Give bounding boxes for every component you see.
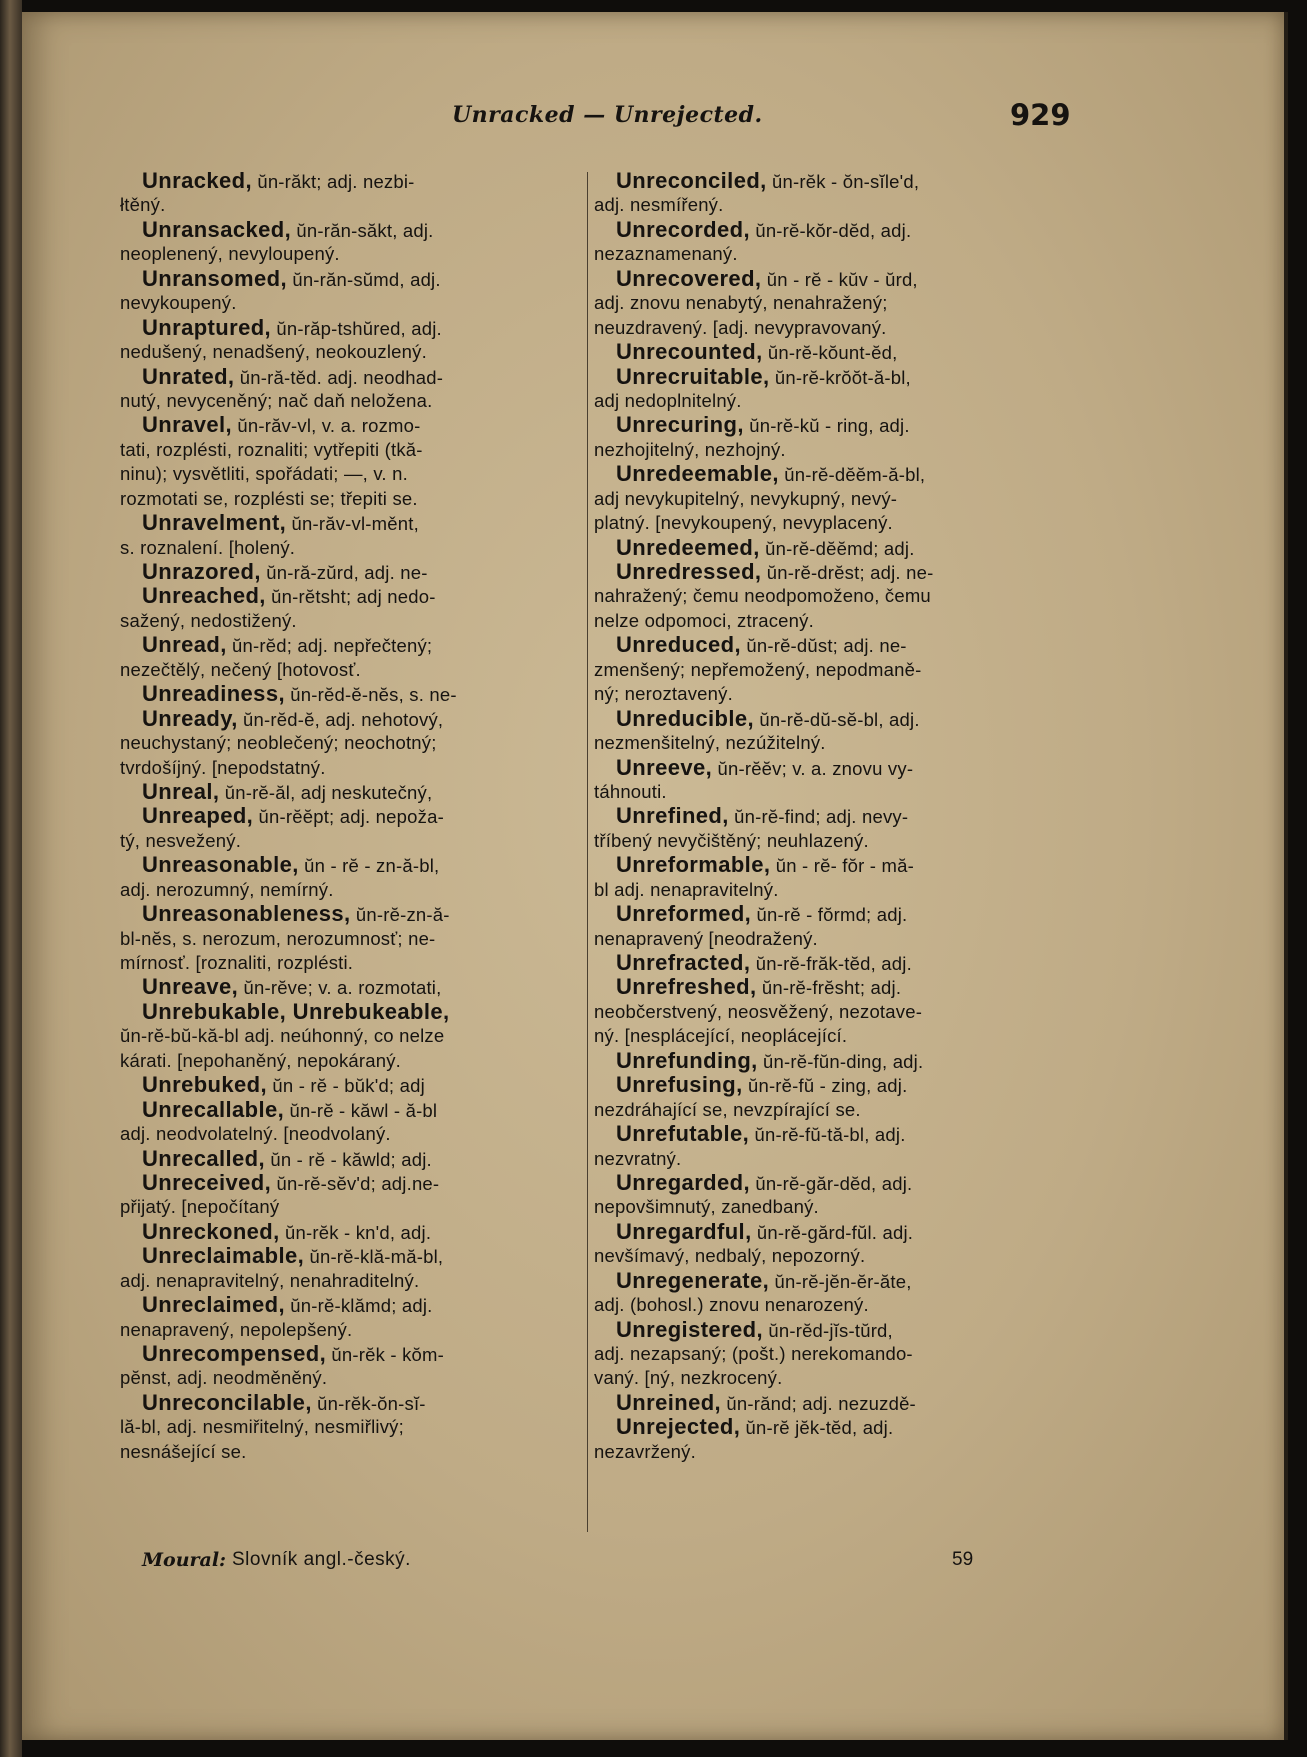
- entry-line: [594, 462, 1069, 486]
- entry-text: ŭn-rănd; adj. nezuzdě-: [721, 1392, 916, 1414]
- entry-continuation: [594, 1293, 1069, 1317]
- entry-text: ŭn-rĕve; v. a. rozmotati,: [238, 977, 442, 999]
- entry-text: adj. nezapsaný; (pošt.) nerekomando-: [594, 1343, 913, 1364]
- entry-line: [120, 1000, 590, 1024]
- entry-text: ŭn - rĕ - bŭk'd; adj: [267, 1075, 425, 1097]
- entry-continuation: [120, 951, 590, 975]
- entry-line: [120, 511, 590, 535]
- headword: Unregardful,: [616, 1218, 752, 1244]
- entry-continuation: [120, 658, 590, 682]
- entry-text: nezečtělý, nečený [hotovosť.: [120, 658, 361, 680]
- entry-text: ŭn-rĕ - kăwl - ă-bl: [284, 1099, 438, 1121]
- entry-text: ŭn-rĕ-frăk-tĕd, adj.: [750, 953, 912, 974]
- entry-continuation: [594, 316, 1069, 340]
- entry-line: [594, 756, 1069, 780]
- entry-line: [594, 1122, 1069, 1146]
- entry-text: ŭn-rĕ-sĕv'd; adj.ne-: [271, 1172, 440, 1194]
- entry-text: ŭn-rĕ-kŏunt-ĕd,: [762, 342, 898, 364]
- entry-continuation: [594, 829, 1069, 853]
- headword: Unregistered,: [616, 1316, 764, 1342]
- footer-author: Moural:: [142, 1549, 227, 1571]
- entry-continuation: [120, 878, 590, 902]
- headword: Unreal,: [142, 778, 220, 804]
- entry-text: neuchystaný; neoblečený; neochotný;: [120, 732, 437, 754]
- entry-text: ný; neroztavený.: [594, 683, 733, 705]
- entry-line: [120, 1098, 590, 1122]
- headword: Unredressed,: [616, 559, 762, 584]
- entry-line: [594, 340, 1069, 364]
- entry-continuation: [594, 731, 1069, 755]
- entry-continuation: [120, 927, 590, 951]
- entry-text: nezavržený.: [594, 1440, 696, 1462]
- entry-continuation: [594, 1342, 1069, 1366]
- headword: Unrecalled,: [142, 1145, 266, 1171]
- entry-line: [120, 1244, 590, 1268]
- left-column: [120, 169, 590, 1464]
- entry-continuation: [594, 1024, 1069, 1048]
- entry-line: [120, 633, 590, 657]
- headword: Unraptured,: [142, 314, 272, 340]
- entry-continuation: [594, 1098, 1069, 1122]
- running-title: Unracked — Unrejected.: [452, 102, 763, 128]
- headword: Unreducible,: [616, 705, 755, 731]
- entry-text: nezhojitelný, nezhojný.: [594, 438, 786, 460]
- entry-text: ninu); vysvětliti, spořádati; —, v. n.: [120, 463, 408, 485]
- entry-line: [120, 365, 590, 389]
- entry-continuation: [594, 487, 1069, 511]
- entry-text: pĕnst, adj. neodměněný.: [120, 1367, 328, 1389]
- entry-text: rozmotati se, rozplésti se; třepiti se.: [120, 487, 418, 509]
- entry-text: s. roznalení. [holený.: [120, 536, 296, 558]
- entry-text: ŭn-rĕk - kŏm-: [326, 1344, 445, 1365]
- entry-line: [120, 1073, 590, 1097]
- entry-text: ŭn-rĕk-ŏn-sĭ-: [311, 1392, 426, 1414]
- entry-line: [594, 975, 1069, 999]
- entry-line: [594, 169, 1069, 193]
- entry-continuation: [594, 438, 1069, 462]
- entry-text: tati, rozplésti, roznaliti; vytřepiti (tkă-: [120, 438, 423, 460]
- entry-line: [594, 853, 1069, 877]
- entry-continuation: [594, 682, 1069, 706]
- entry-continuation: [594, 1244, 1069, 1268]
- headword: Unransacked,: [142, 216, 292, 242]
- entry-text: nesnášející se.: [120, 1440, 247, 1462]
- entry-text: ŭn-rĕ-dĕĕm-ă-bl,: [778, 464, 926, 486]
- entry-continuation: [594, 927, 1069, 951]
- entry-line: [120, 267, 590, 291]
- entry-text: ŭn-rĕk - kn'd, adj.: [279, 1221, 432, 1243]
- entry-line: [594, 1391, 1069, 1415]
- entry-text: ŭn-răv-vl-měnt,: [286, 513, 419, 535]
- entry-text: ŭn-rĕd-ĕ, adj. nehotový,: [237, 708, 444, 730]
- headword: Unreceived,: [142, 1169, 272, 1195]
- page-header: [22, 98, 1284, 142]
- entry-text: neuzdravený. [adj. nevypravovaný.: [594, 316, 887, 338]
- entry-line: [120, 1147, 590, 1171]
- right-column: [594, 169, 1069, 1464]
- headword: Unrecorded,: [616, 216, 750, 242]
- entry-line: [120, 1171, 590, 1195]
- headword: Unready,: [142, 705, 238, 731]
- headword: Unregarded,: [616, 1169, 750, 1195]
- entry-continuation: [594, 878, 1069, 902]
- headword: Unrefusing,: [616, 1072, 743, 1098]
- entry-line: [120, 413, 590, 437]
- headword: Unreined,: [616, 1389, 722, 1415]
- entry-text: ŭn-rĕ-dŭst; adj. ne-: [741, 635, 907, 657]
- entry-text: adj. znovu nenabytý, nenahražený;: [594, 292, 888, 314]
- headword: Unreconciled,: [616, 168, 767, 193]
- entry-text: nenapravený [neodražený.: [594, 927, 818, 949]
- entry-text: ŭn-răv-vl, v. a. rozmo-: [232, 415, 421, 437]
- entry-text: ŭn-rĕ-klămd; adj.: [284, 1295, 433, 1317]
- entry-text: ŭn-ră-těd. adj. neodhad-: [234, 366, 444, 388]
- entry-line: [594, 1415, 1069, 1439]
- headword: Unreadiness,: [142, 681, 285, 707]
- entry-text: ŭn-rĕ - fŏrmd; adj.: [751, 904, 908, 926]
- entry-text: kárati. [nepohaněný, nepokáraný.: [120, 1049, 402, 1071]
- entry-text: adj nedoplnitelný.: [594, 389, 742, 411]
- entry-continuation: [120, 609, 590, 633]
- entry-continuation: [120, 1269, 590, 1293]
- entry-continuation: [120, 291, 590, 315]
- entry-text: platný. [nevykoupený, nevyplacený.: [594, 512, 893, 534]
- entry-continuation: [594, 1366, 1069, 1390]
- entry-text: sažený, nedostižený.: [120, 609, 297, 631]
- entry-text: zmenšený; nepřemožený, nepodmaně-: [594, 658, 922, 680]
- entry-text: ŭn-rĕd-jĭs-tŭrd,: [763, 1319, 893, 1341]
- entry-line: [120, 1391, 590, 1415]
- headword: Unrated,: [142, 363, 235, 389]
- entry-text: ŭn-rĕ-dĕĕmd; adj.: [759, 537, 915, 559]
- headword: Unreconcilable,: [142, 1389, 312, 1415]
- headword: Unreached,: [142, 583, 266, 609]
- entry-line: [120, 584, 590, 608]
- entry-continuation: [120, 756, 590, 780]
- headword: Unrecuring,: [616, 412, 744, 438]
- entry-text: ŭn - rĕ - kăwld; adj.: [265, 1148, 432, 1170]
- entry-text: bl-nĕs, s. nerozum, nerozumnosť; ne-: [120, 927, 436, 949]
- headword: Unrazored,: [142, 559, 261, 584]
- entry-line: [594, 902, 1069, 926]
- entry-text: lă-bl, adj. nesmiřitelný, nesmiřlivý;: [120, 1416, 404, 1438]
- entry-continuation: [120, 193, 590, 217]
- entry-continuation: [120, 1440, 590, 1464]
- headword: Unrefreshed,: [616, 974, 757, 1000]
- page-number: 929: [1010, 98, 1071, 132]
- entry-continuation: [120, 1122, 590, 1146]
- entry-line: [594, 1171, 1069, 1195]
- entry-text: nezdráhající se, nevzpírající se.: [594, 1098, 861, 1120]
- entry-text: ŭn-rĕ jĕk-tĕd, adj.: [740, 1417, 894, 1439]
- dictionary-page: [22, 12, 1288, 1740]
- entry-line: [120, 560, 590, 584]
- entry-continuation: [594, 1440, 1069, 1464]
- entry-text: nezmenšitelný, nezúžitelný.: [594, 732, 826, 754]
- entry-line: [594, 1073, 1069, 1097]
- entry-text: nenapravený, nepolepšený.: [120, 1318, 353, 1340]
- entry-text: ŭn-rĕ-dŭ-sĕ-bl, adj.: [754, 708, 920, 730]
- entry-line: [120, 316, 590, 340]
- entry-line: [120, 975, 590, 999]
- headword: Unreduced,: [616, 632, 742, 658]
- entry-continuation: [594, 609, 1069, 633]
- entry-continuation: [120, 242, 590, 266]
- headword: Unredeemed,: [616, 534, 760, 560]
- entry-text: ŭn-rĕ-krŏŏt-ă-bl,: [769, 366, 911, 388]
- headword: Unreasonableness,: [142, 901, 351, 927]
- entry-text: nevykoupený.: [120, 292, 237, 314]
- entry-line: [594, 560, 1069, 584]
- headword: Unreformable,: [616, 852, 771, 878]
- entry-text: ný. [nesplácející, neoplácející.: [594, 1025, 848, 1047]
- entry-continuation: [594, 389, 1069, 413]
- entry-continuation: [120, 389, 590, 413]
- entry-text: ŭn - rĕ - kŭv - ŭrd,: [761, 268, 918, 290]
- headword: Unrefracted,: [616, 950, 751, 975]
- entry-text: ŭn-răp-tshŭred, adj.: [271, 317, 442, 339]
- entry-text: nezaznamenaný.: [594, 243, 738, 265]
- entry-line: [594, 536, 1069, 560]
- entry-line: [594, 1220, 1069, 1244]
- entry-line: [120, 853, 590, 877]
- entry-text: ŭn-rĕ-kŭ - ring, adj.: [743, 415, 910, 437]
- entry-text: ŭn-rĕ-ăl, adj neskutečný,: [219, 781, 433, 803]
- entry-line: [594, 1318, 1069, 1342]
- entry-line: [594, 1049, 1069, 1073]
- entry-text: tý, nesvežený.: [120, 829, 242, 851]
- entry-text: adj. neodvolatelný. [neodvolaný.: [120, 1123, 391, 1145]
- entry-continuation: [594, 1000, 1069, 1024]
- entry-line: [120, 1220, 590, 1244]
- entry-text: ŭn-rĕ-kŏr-dĕd, adj.: [749, 219, 912, 241]
- entry-line: [594, 804, 1069, 828]
- entry-line: [120, 682, 590, 706]
- entry-text: adj. nesmířený.: [594, 194, 724, 216]
- entry-text: ŭn-rĕtsht; adj nedo-: [265, 586, 436, 608]
- headword: Unreckoned,: [142, 1218, 280, 1244]
- headword: Unread,: [142, 632, 227, 658]
- entry-line: [594, 413, 1069, 437]
- entry-text: adj. nerozumný, nemírný.: [120, 878, 334, 900]
- entry-continuation: [594, 1195, 1069, 1219]
- headword: Unrebukable, Unrebukeable,: [142, 998, 450, 1024]
- entry-text: ŭn-rĕ-gărd-fŭl. adj.: [751, 1221, 914, 1243]
- entry-line: [120, 804, 590, 828]
- entry-text: nutý, nevyceněný; nač daň neložena.: [120, 389, 433, 411]
- headword: Unreclaimable,: [142, 1243, 305, 1269]
- headword: Unrecounted,: [616, 339, 763, 365]
- entry-text: ŭn-rĕ-frĕsht; adj.: [756, 977, 902, 999]
- headword: Unrebuked,: [142, 1072, 268, 1098]
- entry-text: ŭn-răn-sŭmd, adj.: [286, 268, 441, 290]
- entry-continuation: [594, 1147, 1069, 1171]
- entry-text: ŭn-rĕ-find; adj. nevy-: [728, 806, 909, 828]
- book-spine-edge: [0, 0, 22, 1757]
- entry-text: ŭn-rĕ-fŭn-ding, adj.: [757, 1050, 924, 1072]
- headword: Unrefined,: [616, 803, 729, 829]
- entry-line: [594, 365, 1069, 389]
- headword: Unrecompensed,: [142, 1341, 327, 1366]
- entry-text: adj nevykupitelný, nevykupný, nevý-: [594, 487, 898, 509]
- entry-line: [594, 633, 1069, 657]
- entry-text: ŭn-rĕĕv; v. a. znovu vy-: [712, 757, 914, 779]
- entry-text: ŭn-rĕ-drĕst; adj. ne-: [761, 562, 934, 583]
- headword: Unredeemable,: [616, 461, 779, 487]
- entry-continuation: [120, 1195, 590, 1219]
- footer-title: Slovník angl.-český.: [232, 1549, 411, 1570]
- entry-continuation: [594, 658, 1069, 682]
- entry-text: ŭn-rĕĕpt; adj. nepoža-: [253, 806, 444, 828]
- entry-text: adj. (bohosl.) znovu nenarozený.: [594, 1294, 869, 1316]
- entry-text: ŭn-rĕd; adj. nepřečtený;: [226, 635, 433, 657]
- headword: Unreave,: [142, 974, 239, 1000]
- entry-text: neoplenený, nevyloupený.: [120, 243, 340, 265]
- entry-text: nevšímavý, nedbalý, nepozorný.: [594, 1245, 866, 1267]
- entry-text: neobčerstvený, neosvěžený, nezotave-: [594, 1000, 923, 1022]
- headword: Unrecallable,: [142, 1096, 285, 1122]
- entry-text: ŭn-ră-zŭrd, adj. ne-: [260, 562, 428, 583]
- entry-text: přijatý. [nepočítaný: [120, 1196, 280, 1218]
- entry-line: [120, 707, 590, 731]
- entry-text: tvrdošíjný. [nepodstatný.: [120, 756, 326, 778]
- entry-line: [120, 1293, 590, 1317]
- entry-continuation: [594, 584, 1069, 608]
- entry-continuation: [120, 731, 590, 755]
- headword: Unransomed,: [142, 265, 287, 291]
- entry-continuation: [594, 511, 1069, 535]
- entry-continuation: [594, 193, 1069, 217]
- entry-line: [594, 218, 1069, 242]
- entry-text: mírnosť. [roznaliti, rozplésti.: [120, 952, 354, 973]
- headword: Unrefunding,: [616, 1047, 758, 1073]
- entry-text: ŭn-rĕ-bŭ-kă-bl adj. neúhonný, co nelze: [120, 1025, 445, 1047]
- entry-continuation: [120, 1318, 590, 1342]
- entry-text: ŭn-răkt; adj. nezbi-: [251, 171, 415, 192]
- entry-text: ŭn - rĕ - zn-ă-bl,: [298, 855, 440, 877]
- entry-text: ŭn-răn-săkt, adj.: [291, 219, 434, 241]
- entry-line: [594, 707, 1069, 731]
- entry-continuation: [594, 291, 1069, 315]
- headword: Unrejected,: [616, 1414, 741, 1440]
- headword: Unrecruitable,: [616, 363, 770, 389]
- headword: Unrefutable,: [616, 1121, 750, 1147]
- entry-line: [120, 902, 590, 926]
- entry-continuation: [120, 462, 590, 486]
- headword: Unreeve,: [616, 754, 713, 780]
- headword: Unreformed,: [616, 901, 752, 927]
- headword: Unreasonable,: [142, 852, 299, 878]
- entry-text: vaný. [ný, nezkrocený.: [594, 1367, 783, 1389]
- entry-text: ŭn-rĕ-fŭ-tă-bl, adj.: [749, 1124, 906, 1146]
- entry-continuation: [120, 487, 590, 511]
- entry-text: ŭn-rĕ-klă-mă-bl,: [304, 1246, 444, 1268]
- headword: Unregenerate,: [616, 1267, 770, 1293]
- entry-text: bl adj. nenapravitelný.: [594, 878, 779, 900]
- headword: Unrecovered,: [616, 265, 762, 291]
- entry-text: táhnouti.: [594, 780, 667, 802]
- entry-text: ŭn-rĕ-jĕn-ĕr-ăte,: [769, 1270, 912, 1292]
- headword: Unravelment,: [142, 510, 287, 536]
- entry-text: ŭn-rĕ-fŭ - zing, adj.: [742, 1075, 908, 1097]
- entry-line: [594, 267, 1069, 291]
- entry-continuation: [594, 780, 1069, 804]
- entry-continuation: [120, 1415, 590, 1439]
- entry-line: [594, 1269, 1069, 1293]
- entry-line: [120, 218, 590, 242]
- entry-text: ŭn-rĕ-găr-dĕd, adj.: [749, 1172, 913, 1194]
- headword: Unreclaimed,: [142, 1292, 285, 1318]
- entry-continuation: [120, 1049, 590, 1073]
- entry-continuation: [120, 340, 590, 364]
- entry-text: ŭn-rĕk - ŏn-sĭle'd,: [766, 171, 920, 192]
- entry-line: [120, 780, 590, 804]
- entry-text: nezvratný.: [594, 1147, 682, 1169]
- entry-text: adj. nenapravitelný, nenahraditelný.: [120, 1269, 420, 1291]
- entry-line: [594, 951, 1069, 975]
- entry-continuation: [120, 438, 590, 462]
- entry-text: nepovšimnutý, zanedbaný.: [594, 1196, 819, 1218]
- entry-text: nelze odpomoci, ztracený.: [594, 609, 814, 631]
- entry-text: łtěný.: [120, 194, 166, 216]
- headword: Unracked,: [142, 168, 252, 193]
- footer-signature: 59: [952, 1549, 974, 1570]
- entry-continuation: [120, 1024, 590, 1048]
- entry-text: nahražený; čemu neodpomoženo, čemu: [594, 585, 931, 607]
- headword: Unravel,: [142, 412, 233, 438]
- entry-line: [120, 169, 590, 193]
- entry-text: nedušený, nenadšený, neokouzlený.: [120, 341, 427, 363]
- entry-continuation: [120, 1366, 590, 1390]
- column-divider: [587, 172, 588, 1532]
- headword: Unreaped,: [142, 803, 254, 829]
- entry-continuation: [594, 242, 1069, 266]
- entry-continuation: [120, 536, 590, 560]
- entry-line: [120, 1342, 590, 1366]
- entry-text: ŭn - rĕ- fŏr - mă-: [770, 855, 914, 877]
- entry-text: tříbený nevyčištěný; neuhlazený.: [594, 829, 869, 851]
- entry-continuation: [120, 829, 590, 853]
- entry-text: ŭn-rĕ-zn-ă-: [350, 904, 450, 926]
- entry-text: ŭn-rĕd-ĕ-nĕs, s. ne-: [284, 684, 457, 706]
